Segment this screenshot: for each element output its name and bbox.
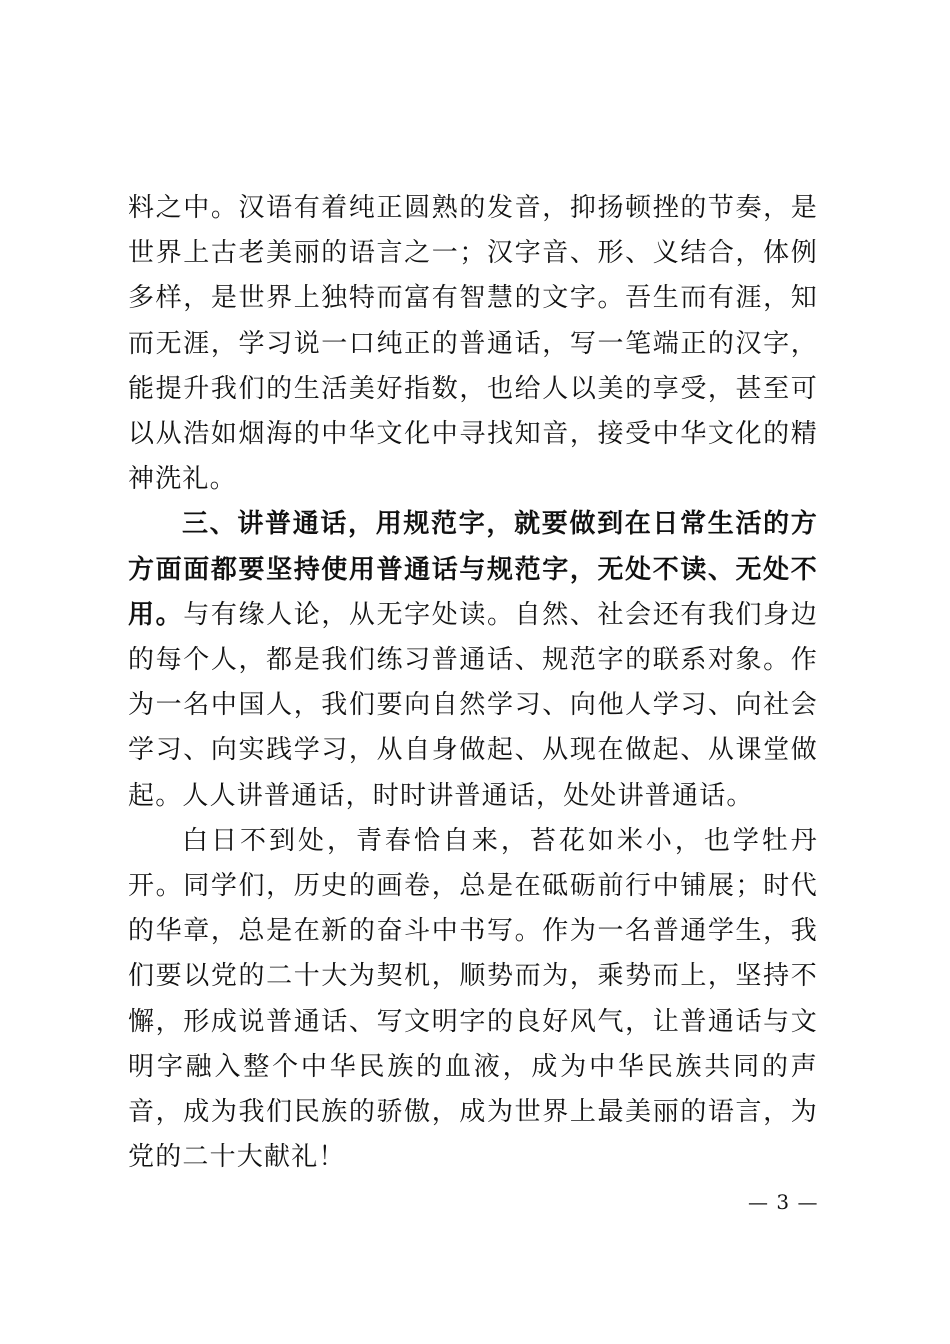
paragraph-1-text: 料之中。汉语有着纯正圆熟的发音，抑扬顿挫的节奏，是世界上古老美丽的语言之一；汉字音、形、义结合，体例多样，是世界上独特而富有智慧的文字。吾生而有涯，知而无涯，学习说一口纯正的普通话，写一笔端正的汉字，能提升我们的生活美好指数，也给人以美的享受，甚至可以从浩如烟海的中华文化中寻找知音，接受中华文化的精神洗礼。 (128, 193, 818, 495)
paragraph-2 (128, 502, 818, 818)
paragraph-2-text: 与有缘人论，从无字处读。自然、社会还有我们身边的每个人，都是我们练习普通话、规范字的联系对象。作为一名中国人，我们要向自然学习、向他人学习、向社会学习、向实践学习，从自身做起、从现在做起、从课堂做起。人人讲普通话，时时讲普通话，处处讲普通话。 (128, 599, 818, 811)
paragraph-3-text: 白日不到处，青春恰自来，苔花如米小，也学牡丹开。同学们，历史的画卷，总是在砥砺前行中铺展；时代的华章，总是在新的奋斗中书写。作为一名普通学生，我们要以党的二十大为契机，顺势而为，乘势而上，坚持不懈，形成说普通话、写文明字的良好风气，让普通话与文明字融入整个中华民族的血液，成为中华民族共同的声音，成为我们民族的骄傲，成为世界上最美丽的语言，为党的二十大献礼！ (128, 825, 818, 1173)
paragraph-1 (128, 186, 818, 502)
paragraph-2-bold-heading: 三、讲普通话，用规范字，就要做到在日常生活的方方面面都要坚持使用普通话与规范字，无处不读、无处不用。 (128, 509, 818, 630)
paragraph-3 (128, 819, 818, 1181)
page-number: — 3 — (748, 1190, 819, 1214)
body-text (128, 186, 818, 1180)
